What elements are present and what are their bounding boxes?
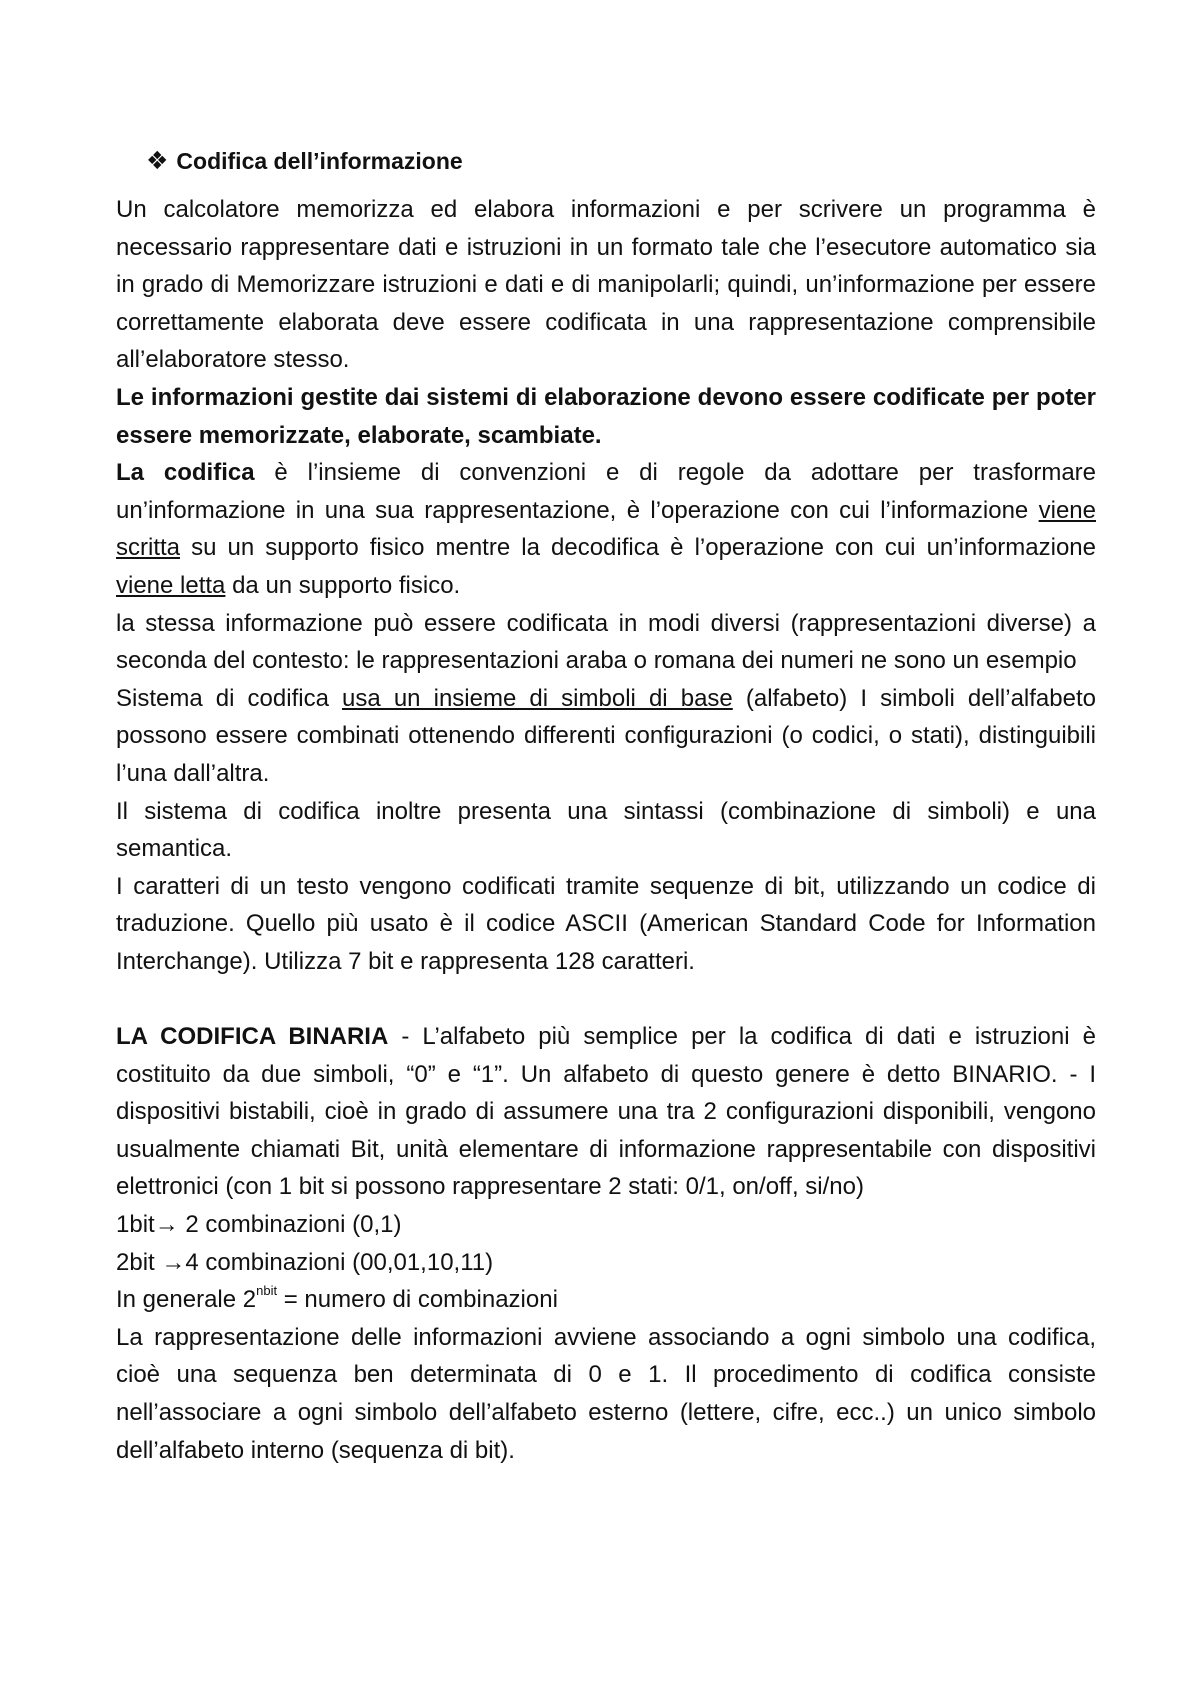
underlined-viene-letta: viene letta xyxy=(116,571,226,599)
formula-suffix: = numero di combinazioni xyxy=(277,1286,558,1314)
term-la-codifica: La codifica xyxy=(116,459,255,487)
arrow-right-icon: → xyxy=(154,1211,179,1239)
list-item-2bit xyxy=(116,1244,1096,1282)
section-heading xyxy=(146,143,1096,180)
paragraph-sintassi-semantica: Il sistema di codifica inoltre presenta una sintassi (combinazione di simboli) e una semantica. xyxy=(116,797,1096,863)
underlined-insieme-simboli: usa un insieme di simboli di base xyxy=(342,684,733,712)
list-item-1bit xyxy=(116,1206,1096,1244)
formula-exponent: nbit xyxy=(256,1283,278,1299)
list-item-label: 1bit xyxy=(116,1211,155,1239)
document-page xyxy=(116,143,1096,1469)
list-item-value: 2 combinazioni (0,1) xyxy=(178,1211,402,1239)
text-fragment: su un supporto fisico mentre la decodifica è l’operazione con cui un’informazione xyxy=(180,534,1096,562)
heading-title: Codifica dell’informazione xyxy=(176,148,463,174)
arrow-right-icon: → xyxy=(161,1248,186,1276)
blank-line xyxy=(116,980,1096,1018)
formula-line xyxy=(116,1281,1096,1319)
paragraph-ascii: I caratteri di un testo vengono codificati tramite sequenze di bit, utilizzando un codice di traduzione. Quello più usato è il codice ASCII (American Standard Code for Information Interchange). Utilizza 7 bit e rappresenta 128 caratteri. xyxy=(116,872,1096,975)
paragraph-codifica-definition xyxy=(116,454,1096,604)
text-fragment: Sistema di codifica xyxy=(116,684,343,712)
diamond-bullet-icon: ❖ xyxy=(146,147,169,175)
text-fragment: (alfabeto) I simboli dell’alfabeto possono essere combinati ottenendo differenti configurazioni (o codici, o stati), distinguibili l’una dall’altra. xyxy=(116,684,1096,787)
list-item-label: 2bit xyxy=(116,1248,162,1276)
formula-prefix: In generale 2 xyxy=(116,1286,257,1314)
paragraph-bold-statement: Le informazioni gestite dai sistemi di elaborazione devono essere codificate per poter essere memorizzate, elaborate, scambiate. xyxy=(116,383,1096,449)
paragraph-sistema-codifica xyxy=(116,680,1096,793)
paragraph-intro: Un calcolatore memorizza ed elabora informazioni e per scrivere un programma è necessario rappresentare dati e istruzioni in un formato tale che l’esecutore automatico sia in grado di Memorizzare istruzioni e dati e di manipolarli; quindi, un’informazione per essere correttamente elaborata deve essere codificata in una rappresentazione comprensibile all’elaboratore stesso. xyxy=(116,196,1096,374)
text-fragment: è l’insieme di convenzioni e di regole da adottare per trasformare un’informazione in una sua rappresentazione, è l’operazione con cui l’informazione xyxy=(116,459,1096,524)
paragraph-rappresentazione: La rappresentazione delle informazioni avviene associando a ogni simbolo una codifica, cioè una sequenza ben determinata di 0 e 1. Il procedimento di codifica consiste nell’associare a ogni simbolo dell’alfabeto esterno (lettere, cifre, ecc..) un unico simbolo dell’alfabeto interno (sequenza di bit). xyxy=(116,1323,1096,1464)
term-codifica-binaria: LA CODIFICA BINARIA xyxy=(116,1023,389,1051)
paragraph-codifica-binaria xyxy=(116,1018,1096,1206)
text-fragment: da un supporto fisico. xyxy=(225,571,461,599)
paragraph-stessa-informazione: la stessa informazione può essere codificata in modi diversi (rappresentazioni diverse) a seconda del contesto: le rappresentazioni araba o romana dei numeri ne sono un esempio xyxy=(116,609,1096,675)
list-item-value: 4 combinazioni (00,01,10,11) xyxy=(185,1248,494,1276)
underlined-viene-scritta: viene scritta xyxy=(116,496,1096,562)
text-fragment: - L’alfabeto più semplice per la codifica di dati e istruzioni è costituito da due simboli, “0” e “1”. Un alfabeto di questo genere è detto BINARIO. - I dispositivi bistabili, cioè in grado di assumere una tra 2 configurazioni disponibili, vengono usualmente chiamati Bit, unità elementare di informazione rappresentabile con dispositivi elettronici (con 1 bit si possono rappresentare 2 stati: 0/1, on/off, si/no) xyxy=(116,1023,1096,1201)
